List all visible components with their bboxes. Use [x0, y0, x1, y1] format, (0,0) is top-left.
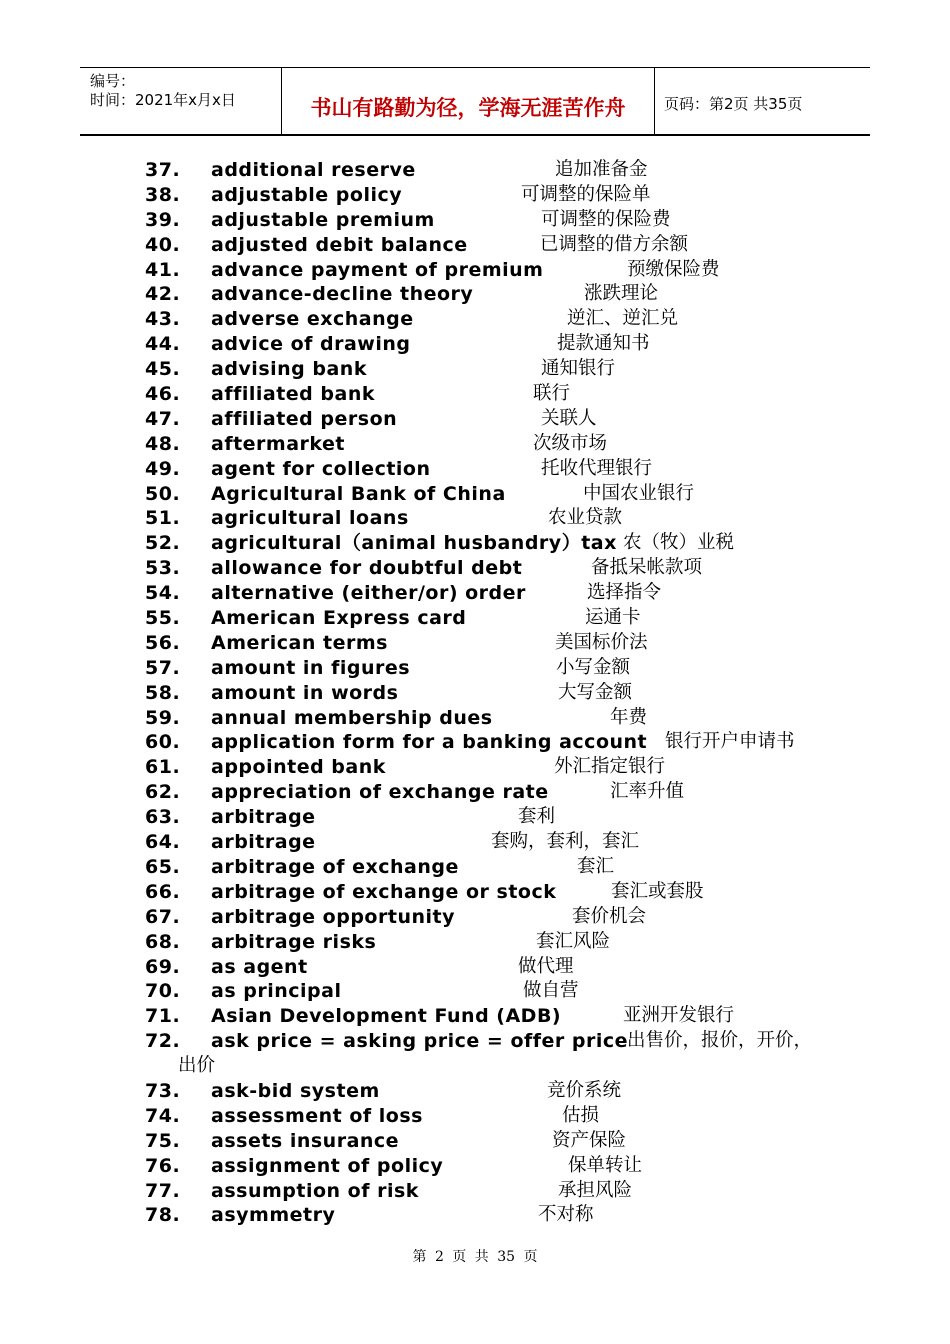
entry-number: 69. — [145, 955, 181, 978]
glossary-entry — [0, 457, 950, 482]
entry-term: American terms — [211, 631, 388, 654]
entry-translation: 运通卡 — [585, 607, 641, 629]
entry-number: 59. — [145, 706, 181, 729]
entry-term: ask price = asking price = offer price — [211, 1030, 629, 1053]
glossary-entry — [0, 282, 950, 307]
entry-translation: 竞价系统 — [547, 1079, 622, 1101]
glossary-entry — [0, 258, 950, 283]
entry-number: 73. — [145, 1079, 181, 1102]
entry-number: 75. — [145, 1129, 181, 1152]
glossary-entry — [0, 506, 950, 531]
entry-number: 44. — [145, 333, 181, 356]
entry-term: assignment of policy — [211, 1154, 444, 1177]
entry-translation: 备抵呆帐款项 — [591, 557, 703, 579]
entry-number: 38. — [145, 183, 181, 206]
entry-number: 71. — [145, 1005, 181, 1028]
entry-translation-continued: 出价 — [178, 1055, 216, 1077]
header-bottom-rule — [80, 134, 870, 136]
glossary-entry — [0, 1079, 950, 1104]
entry-translation: 保单转让 — [568, 1154, 643, 1176]
entry-translation: 预缴保险费 — [627, 258, 720, 280]
entry-term: advance-decline theory — [211, 283, 474, 306]
glossary-entry — [0, 1004, 950, 1029]
entry-term: American Express card — [211, 607, 467, 630]
glossary-entry — [0, 581, 950, 606]
entry-translation: 套利 — [518, 806, 556, 828]
glossary-entry — [0, 1129, 950, 1154]
entry-number: 58. — [145, 681, 181, 704]
entry-term: aftermarket — [211, 432, 346, 455]
entry-term: allowance for doubtful debt — [211, 557, 523, 580]
entry-translation: 托收代理银行 — [541, 457, 653, 479]
entry-term: alternative (either/or) order — [211, 582, 526, 605]
entry-translation: 亚洲开发银行 — [623, 1005, 735, 1027]
entry-term: assets insurance — [211, 1129, 400, 1152]
entry-term: amount in figures — [211, 656, 411, 679]
entry-translation: 大写金额 — [558, 681, 633, 703]
entry-term: annual membership dues — [211, 706, 493, 729]
entry-translation: 关联人 — [541, 407, 597, 429]
entry-translation: 不对称 — [538, 1204, 594, 1226]
entry-term: application form for a banking account — [211, 731, 648, 754]
entry-term: adjustable policy — [211, 183, 403, 206]
entry-translation: 追加准备金 — [555, 159, 648, 180]
entry-number: 78. — [145, 1204, 181, 1227]
entry-term: arbitrage of exchange or stock — [211, 880, 557, 903]
entry-number: 72. — [145, 1030, 181, 1053]
entry-number: 60. — [145, 731, 181, 754]
entry-translation: 汇率升值 — [610, 781, 685, 803]
entry-translation: 做代理 — [518, 955, 574, 977]
entry-term: Asian Development Fund (ADB) — [211, 1005, 562, 1028]
entry-translation: 可调整的保险费 — [541, 208, 671, 230]
entry-number: 62. — [145, 781, 181, 804]
entry-term: appointed bank — [211, 756, 386, 779]
entry-term: as agent — [211, 955, 308, 978]
entry-translation: 可调整的保险单 — [521, 183, 651, 205]
entry-term: adjusted debit balance — [211, 233, 468, 256]
glossary-entry — [0, 407, 950, 432]
glossary-entry — [0, 755, 950, 780]
entry-number: 49. — [145, 457, 181, 480]
entry-translation: 逆汇、逆汇兑 — [567, 308, 679, 330]
glossary-entry — [0, 855, 950, 880]
entry-number: 40. — [145, 233, 181, 256]
entry-number: 54. — [145, 582, 181, 605]
glossary-entry — [0, 780, 950, 805]
entry-number: 37. — [145, 159, 181, 181]
entry-term: affiliated bank — [211, 383, 375, 406]
header-code-label: 编号： — [90, 72, 136, 90]
entry-term: adjustable premium — [211, 208, 435, 231]
entry-term: assessment of loss — [211, 1104, 423, 1127]
entry-number: 53. — [145, 557, 181, 580]
entry-translation: 套购，套利，套汇 — [491, 831, 640, 853]
entry-translation: 出售价，报价，开价， — [627, 1030, 813, 1052]
glossary-entry — [0, 979, 950, 1004]
entry-translation: 选择指令 — [587, 582, 662, 604]
glossary-entry — [0, 1104, 950, 1129]
entry-translation: 套汇 — [577, 855, 615, 877]
entry-translation: 农（牧）业税 — [623, 532, 735, 554]
entry-number: 56. — [145, 631, 181, 654]
glossary-entry — [0, 158, 950, 183]
entry-term: arbitrage risks — [211, 930, 377, 953]
glossary-entry — [0, 556, 950, 581]
glossary-entry — [0, 880, 950, 905]
entry-term: advance payment of premium — [211, 258, 544, 281]
glossary-entry — [0, 631, 950, 656]
glossary-entry — [0, 730, 950, 755]
entry-term: Agricultural Bank of China — [211, 482, 506, 505]
entry-number: 39. — [145, 208, 181, 231]
glossary-entry — [0, 830, 950, 855]
entry-translation: 小写金额 — [556, 656, 631, 678]
entry-term: amount in words — [211, 681, 399, 704]
header-meta — [90, 72, 236, 110]
entry-translation: 外汇指定银行 — [554, 756, 666, 778]
glossary-entry — [0, 1029, 950, 1079]
header-page-info: 页码：第2页 共35页 — [664, 95, 803, 113]
entry-number: 41. — [145, 258, 181, 281]
entry-number: 66. — [145, 880, 181, 903]
glossary-entry — [0, 656, 950, 681]
entry-number: 43. — [145, 308, 181, 331]
entry-term: ask-bid system — [211, 1079, 380, 1102]
glossary-entry — [0, 208, 950, 233]
entry-term: appreciation of exchange rate — [211, 781, 549, 804]
glossary-entry — [0, 382, 950, 407]
entry-number: 50. — [145, 482, 181, 505]
entry-number: 48. — [145, 432, 181, 455]
entry-number: 46. — [145, 383, 181, 406]
entry-translation: 做自营 — [523, 980, 579, 1002]
glossary-entry — [0, 1154, 950, 1179]
entry-term: adverse exchange — [211, 308, 414, 331]
entry-number: 76. — [145, 1154, 181, 1177]
entry-term: affiliated person — [211, 407, 398, 430]
entry-term: agent for collection — [211, 457, 431, 480]
entry-number: 55. — [145, 607, 181, 630]
glossary-entry — [0, 307, 950, 332]
entry-translation: 联行 — [533, 383, 571, 405]
entry-number: 47. — [145, 407, 181, 430]
entry-number: 51. — [145, 507, 181, 530]
glossary-list — [0, 158, 950, 1228]
entry-translation: 农业贷款 — [548, 507, 623, 529]
glossary-entry — [0, 681, 950, 706]
glossary-entry — [0, 905, 950, 930]
entry-term: agricultural（animal husbandry）tax — [211, 532, 617, 555]
glossary-entry — [0, 183, 950, 208]
entry-term: agricultural loans — [211, 507, 409, 530]
entry-translation: 套价机会 — [572, 905, 647, 927]
header-divider-2 — [654, 68, 655, 135]
glossary-entry — [0, 233, 950, 258]
entry-term: arbitrage opportunity — [211, 905, 455, 928]
entry-translation: 承担风险 — [558, 1179, 633, 1201]
entry-translation: 套汇风险 — [536, 930, 611, 952]
entry-number: 65. — [145, 855, 181, 878]
entry-number: 77. — [145, 1179, 181, 1202]
entry-number: 64. — [145, 831, 181, 854]
entry-term: arbitrage — [211, 806, 316, 829]
entry-translation: 资产保险 — [552, 1129, 627, 1151]
page-footer: 第 2 页 共 35 页 — [412, 1249, 538, 1265]
entry-translation: 涨跌理论 — [584, 283, 659, 305]
entry-translation: 提款通知书 — [557, 333, 650, 355]
entry-number: 61. — [145, 756, 181, 779]
entry-term: arbitrage of exchange — [211, 855, 459, 878]
glossary-entry — [0, 482, 950, 507]
glossary-entry — [0, 606, 950, 631]
header-date-label: 时间：2021年x月x日 — [90, 91, 236, 109]
glossary-entry — [0, 357, 950, 382]
header-top-rule — [80, 67, 870, 68]
entry-term: advice of drawing — [211, 333, 411, 356]
entry-term: advising bank — [211, 358, 367, 381]
header-motto: 书山有路勤为径，学海无涯苦作舟 — [310, 96, 626, 120]
entry-translation: 通知银行 — [541, 358, 616, 380]
entry-translation: 美国标价法 — [555, 631, 648, 653]
entry-translation: 中国农业银行 — [583, 482, 695, 504]
glossary-entry — [0, 1203, 950, 1228]
glossary-entry — [0, 706, 950, 731]
entry-number: 45. — [145, 358, 181, 381]
entry-term: asymmetry — [211, 1204, 336, 1227]
glossary-entry — [0, 1179, 950, 1204]
entry-translation: 套汇或套股 — [611, 880, 704, 902]
glossary-entry — [0, 955, 950, 980]
entry-translation: 次级市场 — [533, 432, 608, 454]
entry-term: as principal — [211, 980, 342, 1003]
entry-translation: 银行开户申请书 — [665, 731, 795, 753]
glossary-entry — [0, 805, 950, 830]
glossary-entry — [0, 930, 950, 955]
entry-translation: 年费 — [610, 706, 648, 728]
entry-number: 63. — [145, 806, 181, 829]
entry-term: additional reserve — [211, 159, 416, 181]
entry-number: 52. — [145, 532, 181, 555]
glossary-entry — [0, 432, 950, 457]
entry-number: 68. — [145, 930, 181, 953]
entry-number: 67. — [145, 905, 181, 928]
entry-translation: 已调整的借方余额 — [540, 233, 689, 255]
entry-number: 70. — [145, 980, 181, 1003]
entry-number: 74. — [145, 1104, 181, 1127]
glossary-entry — [0, 531, 950, 556]
glossary-entry — [0, 332, 950, 357]
entry-term: assumption of risk — [211, 1179, 419, 1202]
entry-translation: 估损 — [562, 1104, 600, 1126]
entry-term: arbitrage — [211, 831, 316, 854]
entry-number: 42. — [145, 283, 181, 306]
entry-number: 57. — [145, 656, 181, 679]
